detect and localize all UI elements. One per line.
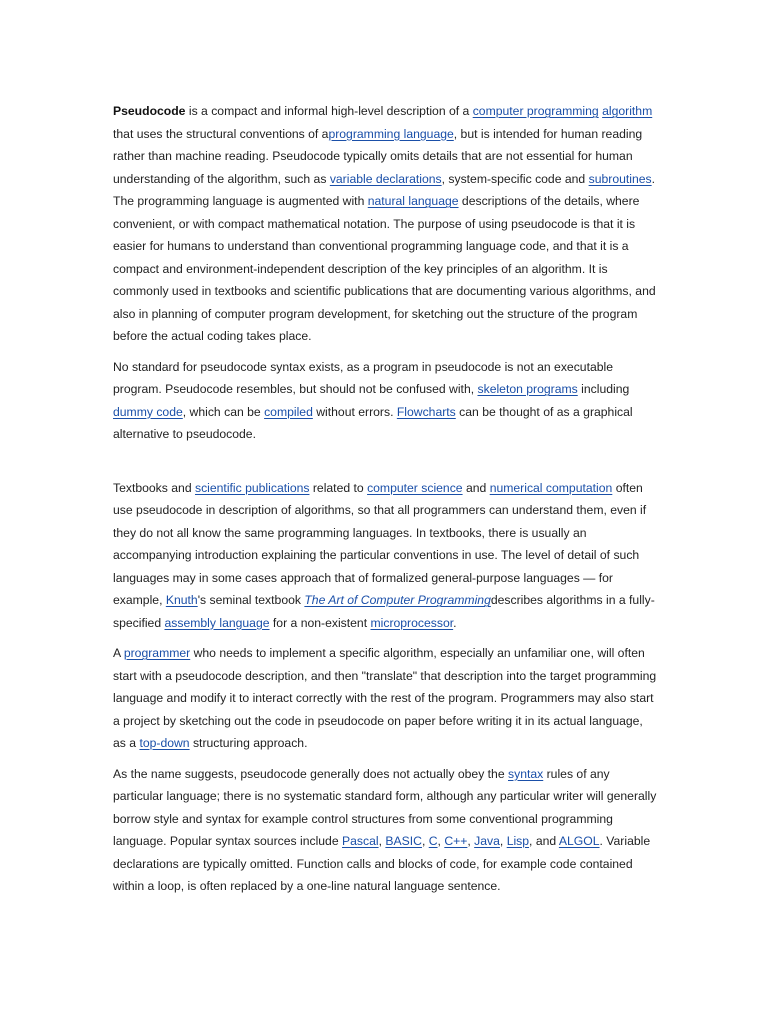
paragraph-text: , [467, 834, 475, 848]
paragraph [113, 763, 658, 898]
paragraph-text: . The programming language is augmented with [113, 171, 656, 208]
paragraph-text: . Variable declarations are typically omitted. Function calls and blocks of code, for example code contained within a loop, is often replaced by a one-line natural language sentence. [113, 834, 651, 893]
inline-link[interactable]: computer science [367, 480, 463, 495]
paragraph-text: related to [309, 480, 368, 495]
paragraph-text: without errors. [312, 404, 397, 419]
paragraph-text: often use pseudocode in description of algorithms, so that all programmers can understand them, even if they do not all know the same programming languages. In textbooks, there is usually an accompanying introduction explaining the particular conventions in use. The level of detail of such languages may in some cases approach that of formalized general-purpose languages — for example, [113, 480, 647, 607]
paragraph-text: descriptions of the details, where convenient, or with compact mathematical notation. The purpose of using pseudocode is that it is easier for humans to understand than conventional programming language code, and that it is a compact and environment-independent description of the key principles of an algorithm. It is commonly used in textbooks and scientific publications that are documenting various algorithms, and also in planning of computer program development, for sketching out the structure of the program before the actual coding takes place. [113, 194, 656, 343]
inline-link[interactable]: The Art of Computer Programming [304, 593, 491, 607]
article-body [113, 100, 658, 906]
paragraph-text: A [113, 646, 124, 660]
inline-link[interactable]: Java [474, 834, 500, 848]
paragraph-text: structuring approach. [189, 736, 308, 750]
paragraph-text: describes algorithms in a fully-specified [113, 593, 655, 630]
paragraph-text: is a compact and informal high-level description of a [185, 104, 473, 118]
paragraph-text: , system-specific code and [441, 171, 589, 186]
inline-link[interactable]: microprocessor [370, 615, 454, 630]
paragraph [113, 100, 658, 348]
paragraph-text: 's seminal textbook [197, 593, 305, 607]
inline-link[interactable]: scientific publications [194, 480, 310, 495]
paragraph-text: including [577, 382, 630, 396]
paragraph-text: , and [529, 834, 559, 848]
inline-link[interactable]: top-down [139, 736, 190, 750]
inline-link[interactable]: programming language [328, 126, 454, 141]
paragraph-text: . [453, 615, 457, 630]
inline-link[interactable]: dummy code [113, 404, 183, 419]
inline-link[interactable]: algorithm [602, 104, 653, 118]
paragraph [113, 477, 658, 635]
inline-link[interactable]: Flowcharts [396, 404, 456, 419]
paragraph-text: can be thought of as a graphical alternative to pseudocode. [113, 404, 633, 441]
paragraph-text: As the name suggests, pseudocode generally does not actually obey the [113, 766, 508, 781]
paragraph-text: , which can be [182, 404, 265, 419]
inline-link[interactable]: assembly language [164, 615, 270, 630]
term-bold: Pseudocode [113, 104, 186, 118]
paragraph-text: Textbooks and [113, 480, 195, 495]
paragraph-text: and [462, 480, 490, 495]
inline-link[interactable]: subroutines [588, 171, 652, 186]
paragraph-text: No standard for pseudocode syntax exists, as a program in pseudocode is not an executable program. Pseudocode resembles, but should not be confused with, [113, 359, 613, 396]
paragraph-text: rules of any particular language; there is no systematic standard form, although any particular writer will generally borrow style and syntax for example control structures from some conventional programming language. Popular syntax sources include [113, 766, 657, 848]
paragraph [113, 642, 658, 755]
paragraph-text: , [437, 834, 445, 848]
inline-link[interactable]: syntax [508, 766, 544, 781]
paragraph-text: , [378, 834, 386, 848]
inline-link[interactable]: compiled [264, 404, 313, 419]
inline-link[interactable]: skeleton programs [477, 382, 578, 396]
inline-link[interactable]: C++ [444, 834, 468, 848]
inline-link[interactable]: numerical computation [489, 480, 613, 495]
inline-link[interactable]: BASIC [385, 834, 422, 848]
paragraph-text: , [499, 834, 507, 848]
inline-link[interactable]: ALGOL [558, 834, 600, 848]
paragraph-text: , but is intended for human reading rather than machine reading. Pseudocode typically omits details that are not essential for human understanding of the algorithm, such as [113, 126, 643, 186]
inline-link[interactable]: Lisp [506, 834, 530, 848]
paragraph-text: who needs to implement a specific algorithm, especially an unfamiliar one, will often start with a pseudocode description, and then "translate" that description into the target programming language and modify it to interact correctly with the rest of the program. Programmers may also start a project by sketching out the code in pseudocode on paper before writing it in its actual language, as a [113, 646, 657, 750]
inline-link[interactable]: Knuth [165, 593, 198, 607]
inline-link[interactable]: Pascal [342, 834, 379, 848]
paragraph [113, 356, 658, 446]
inline-link[interactable]: natural language [367, 194, 459, 208]
paragraph-text: for a non-existent [269, 615, 371, 630]
inline-link[interactable]: computer programming [472, 104, 599, 118]
inline-link[interactable]: variable declarations [329, 171, 442, 186]
inline-link[interactable]: programmer [123, 646, 191, 660]
inline-link[interactable]: C [428, 834, 438, 848]
paragraph-text: , [421, 834, 429, 848]
paragraph-text: that uses the structural conventions of a [113, 126, 329, 141]
